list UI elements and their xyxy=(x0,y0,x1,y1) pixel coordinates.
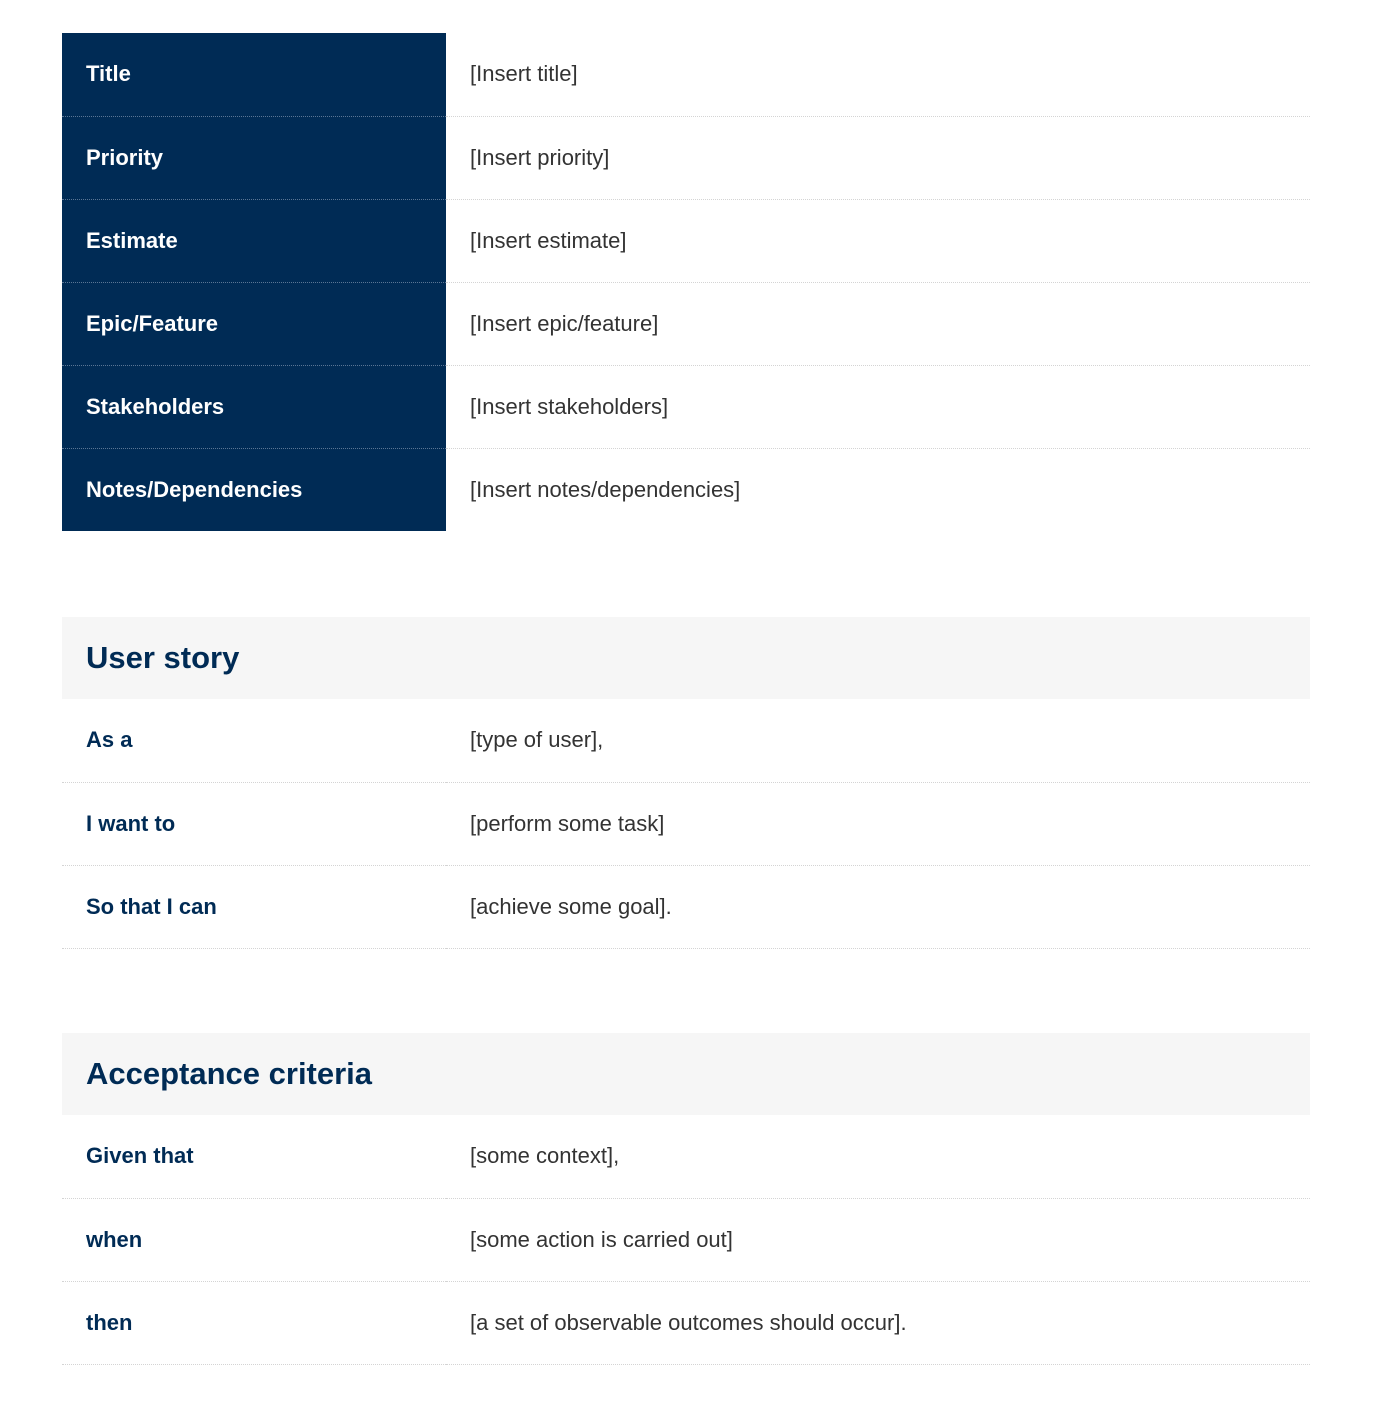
acceptance-criteria-heading: Acceptance criteria xyxy=(62,1033,1310,1115)
row-value[interactable]: [Insert title] xyxy=(446,33,1310,116)
details-row-estimate xyxy=(62,199,1310,282)
criteria-row xyxy=(62,1198,1310,1281)
user-story-table xyxy=(62,699,1310,949)
criteria-row xyxy=(62,1281,1310,1364)
row-value[interactable]: [Insert notes/dependencies] xyxy=(470,476,741,502)
criteria-row xyxy=(62,1115,1310,1198)
row-value[interactable]: [a set of observable outcomes should occur]. xyxy=(446,1281,1310,1364)
row-value[interactable]: [Insert epic/feature] xyxy=(446,282,1310,365)
details-row-priority xyxy=(62,116,1310,199)
row-label: So that I can xyxy=(62,865,446,948)
row-label: Estimate xyxy=(62,199,446,282)
row-label: Given that xyxy=(62,1115,446,1198)
row-label: I want to xyxy=(62,782,446,865)
row-value[interactable]: [some context], xyxy=(446,1115,1310,1198)
row-label: As a xyxy=(62,699,446,782)
row-value[interactable]: [Insert priority] xyxy=(446,116,1310,199)
details-row-notes-dependencies xyxy=(62,448,1310,531)
row-value[interactable]: [Insert stakeholders] xyxy=(446,365,1310,448)
acceptance-criteria-table xyxy=(62,1115,1310,1365)
row-value[interactable]: [achieve some goal]. xyxy=(446,865,1310,948)
details-row-title xyxy=(62,33,1310,116)
acceptance-criteria-section xyxy=(62,1033,1310,1365)
row-label: when xyxy=(62,1198,446,1281)
details-row-epic-feature xyxy=(62,282,1310,365)
row-label: Stakeholders xyxy=(62,365,446,448)
row-label: then xyxy=(62,1281,446,1364)
row-value[interactable]: [some action is carried out] xyxy=(446,1198,1310,1281)
row-value[interactable]: [perform some task] xyxy=(446,782,1310,865)
story-row xyxy=(62,865,1310,948)
details-table xyxy=(62,33,1310,531)
row-value[interactable]: [type of user], xyxy=(446,699,1310,782)
user-story-heading: User story xyxy=(62,617,1310,699)
row-label: Priority xyxy=(62,116,446,199)
user-story-section xyxy=(62,617,1310,949)
story-row xyxy=(62,782,1310,865)
row-value[interactable]: [Insert estimate] xyxy=(446,199,1310,282)
details-row-stakeholders xyxy=(62,365,1310,448)
row-label: Notes/Dependencies xyxy=(62,448,446,531)
story-row xyxy=(62,699,1310,782)
row-label: Title xyxy=(62,33,446,116)
row-label: Epic/Feature xyxy=(62,282,446,365)
details-table-container xyxy=(62,33,1310,531)
